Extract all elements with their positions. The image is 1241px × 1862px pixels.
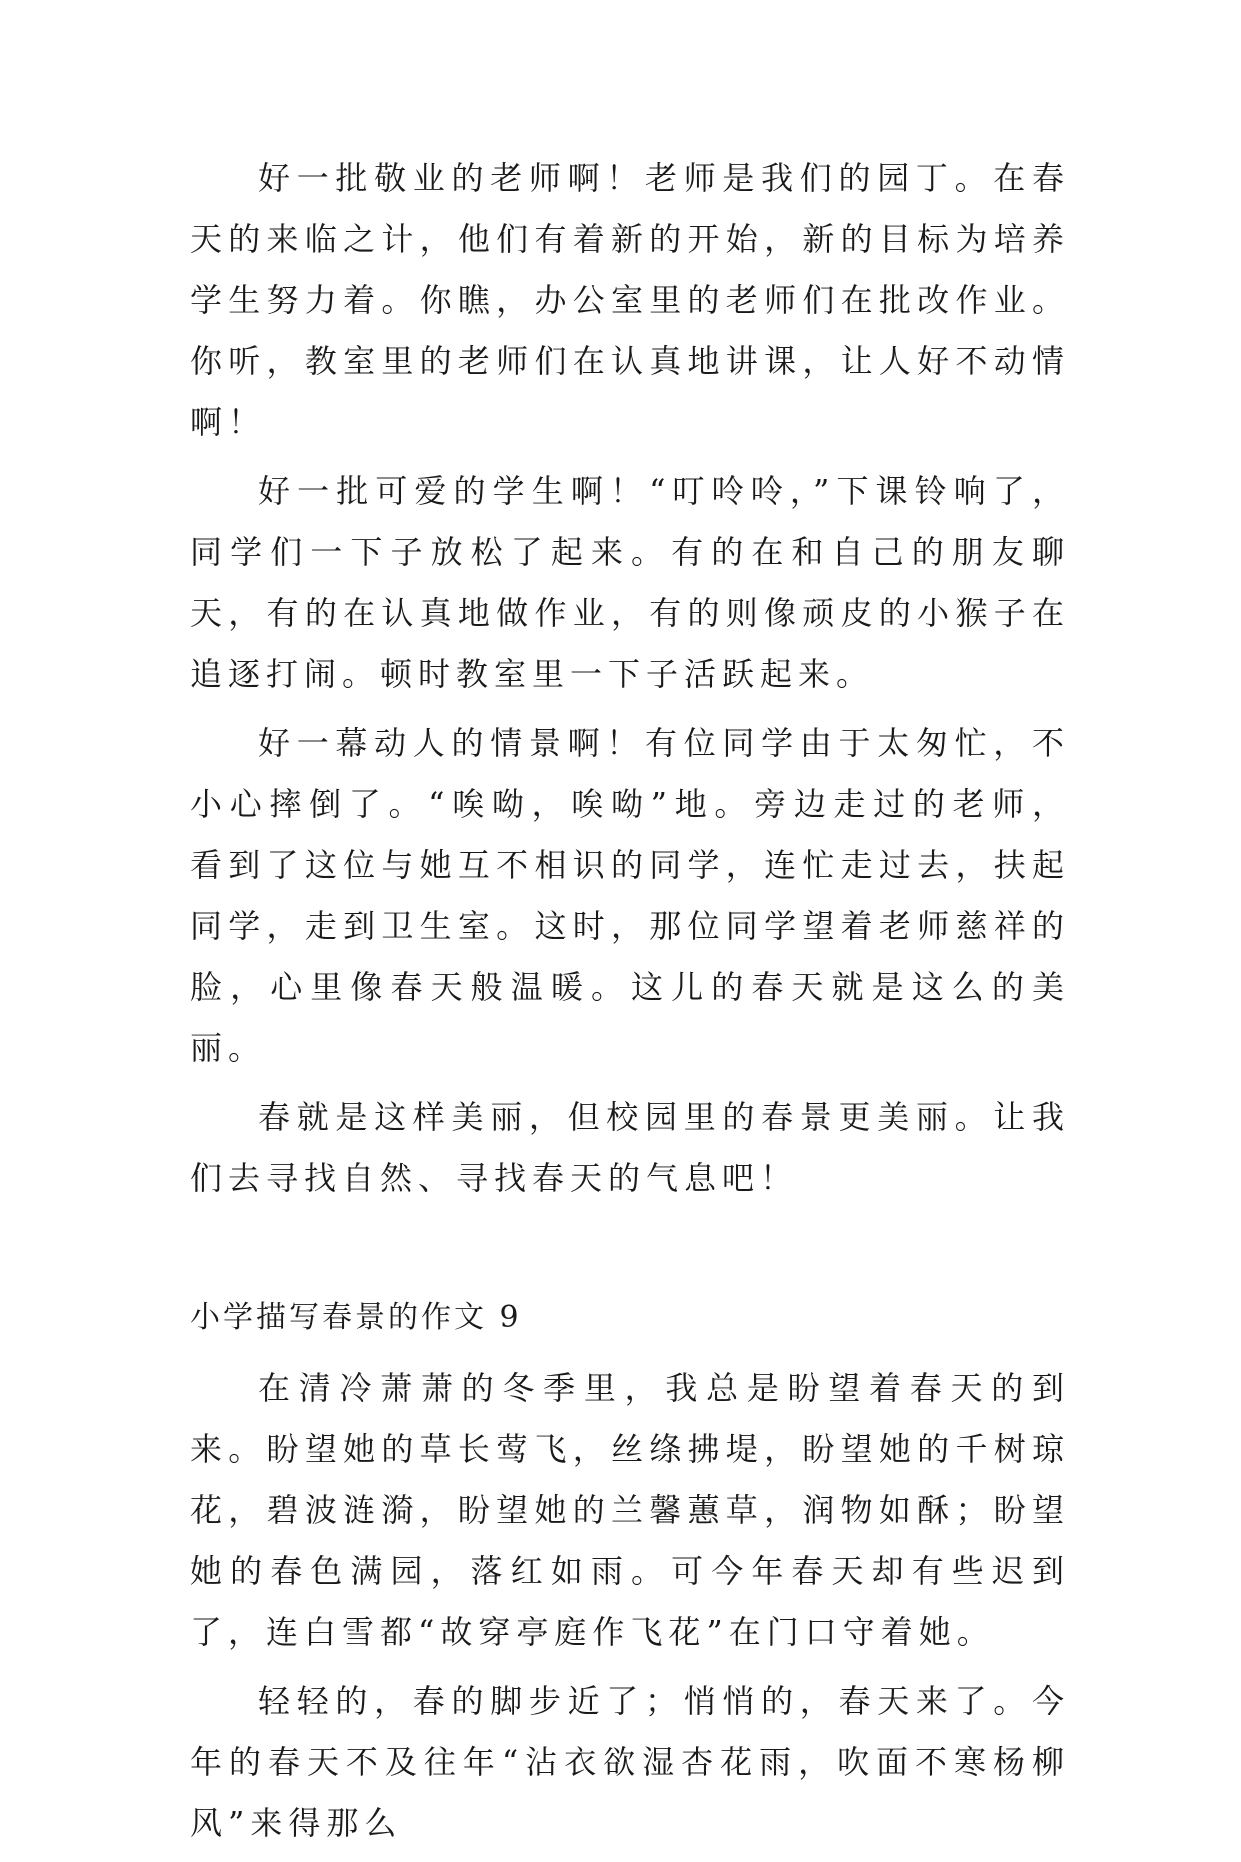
section-title: 小学描写春景的作文 9 — [190, 1300, 522, 1335]
paragraph: 春就是这样美丽，但校园里的春景更美丽。让我们去寻找自然、寻找春天的气息吧！ — [190, 1098, 1070, 1197]
document-page — [190, 148, 1070, 1862]
paragraph: 好一幕动人的情景啊！有位同学由于太匆忙，不小心摔倒了。“唉呦，唉呦”地。旁边走过的老师，看到了这位与她互不相识的同学，连忙走过去，扶起同学，走到卫生室。这时，那位同学望着老师慈祥的脸，心里像春天般温暖。这儿的春天就是这么的美丽。 — [190, 724, 1070, 1067]
paragraph: 好一批敬业的老师啊！老师是我们的园丁。在春天的来临之计，他们有着新的开始，新的目标为培养学生努力着。你瞧，办公室里的老师们在批改作业。你听，教室里的老师们在认真地讲课，让人好不动情啊！ — [190, 159, 1070, 441]
paragraph: 好一批可爱的学生啊！“叮呤呤，”下课铃响了，同学们一下子放松了起来。有的在和自己的朋友聊天，有的在认真地做作业，有的则像顽皮的小猴子在追逐打闹。顿时教室里一下子活跃起来。 — [190, 472, 1070, 693]
paragraph: 在清冷萧萧的冬季里，我总是盼望着春天的到来。盼望她的草长莺飞，丝绦拂堤，盼望她的千树琼花，碧波涟漪，盼望她的兰馨蕙草，润物如酥；盼望她的春色满园，落红如雨。可今年春天却有些迟到了，连白雪都“故穿亭庭作飞花”在门口守着她。 — [190, 1369, 1070, 1651]
paragraph: 轻轻的，春的脚步近了；悄悄的，春天来了。今年的春天不及往年“沾衣欲湿杏花雨，吹面不寒杨柳风”来得那么 — [190, 1682, 1070, 1842]
